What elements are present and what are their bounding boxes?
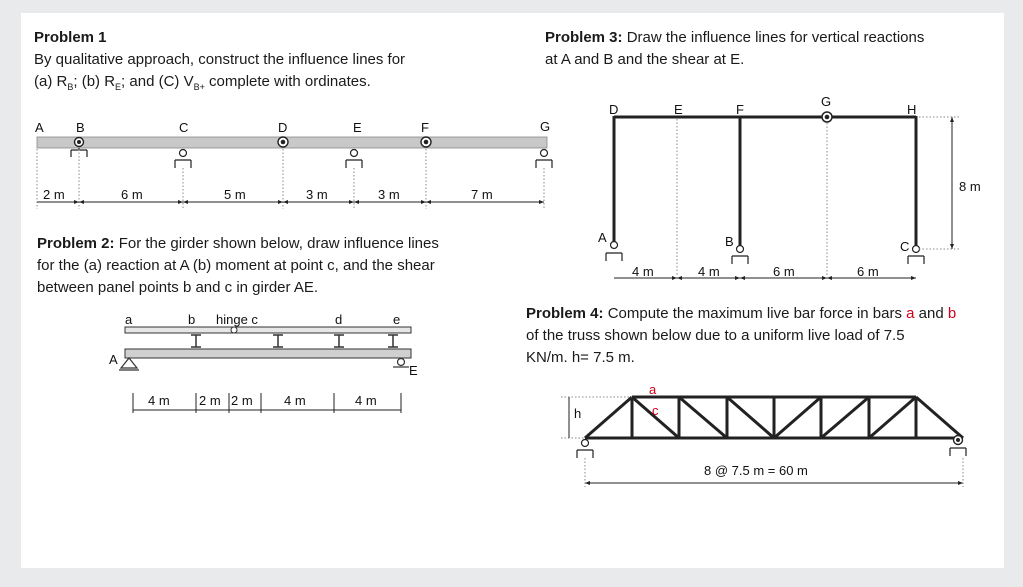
p3-node-E: E [674,102,683,117]
p2-point-d: d [335,312,343,327]
p1-roller-G-icon [541,150,548,157]
p2-hinge-c-icon [231,327,237,333]
p3-height-label: 8 m [959,179,981,194]
p2-roller-support-E-icon [398,359,405,366]
p1-node-A: A [35,120,44,135]
p4-bar-c-label: c [652,403,659,418]
p3-node-H: H [907,102,917,117]
p4-left-support-icon [582,440,589,447]
p1-span-3: 5 m [224,187,246,202]
p3-support-A-label: A [598,230,607,245]
p1-node-F: F [421,120,429,135]
p3-support-C-label: C [900,239,910,254]
p3-support-B-label: B [725,234,734,249]
p1-span-4: 3 m [306,187,328,202]
problem3-frame-diagram [598,94,981,280]
p4-span-label: 8 @ 7.5 m = 60 m [704,463,808,478]
problem4-line2: of the truss shown below due to a uniform live load of 7.5 [526,327,905,344]
p1-span-1: 2 m [43,187,65,202]
problem4-line3: KN/m. h= 7.5 m. [526,349,635,366]
p2-span-4: 4 m [284,393,306,408]
p1-node-C: C [179,120,189,135]
p2-span-5: 4 m [355,393,377,408]
problem1-line1: By qualitative approach, construct the influence lines for [34,51,406,68]
p2-label-A: A [109,352,118,367]
p3-span-1: 4 m [632,264,654,279]
problem1-beam-diagram [35,119,552,209]
diagrams-layer [21,13,1004,568]
p2-girder [125,349,411,358]
p3-node-F: F [736,102,744,117]
problem2-line2: for the (a) reaction at A (b) moment at point c, and the shear [37,257,435,274]
p1-span-5: 3 m [378,187,400,202]
p3-span-2: 4 m [698,264,720,279]
p3-node-G: G [821,94,832,109]
p1-roller-C-icon [180,150,187,157]
worksheet-page [21,13,1004,568]
p1-roller-E-icon [351,150,358,157]
p2-point-a: a [125,312,133,327]
p1-node-E: E [353,120,362,135]
problem1-line2: (a) $R_B$; (b) $R_E$; and (C) $V_{B+}$ complete with ordinates. [34,73,371,92]
problem3-line1: Problem 3: Draw the influence lines for vertical reactions [545,29,925,46]
p3-span-4: 6 m [857,264,879,279]
p1-span-6: 7 m [471,187,493,202]
problem2-girder-diagram [109,312,418,413]
problem4-line1: Problem 4: Compute the maximum live bar force in bars a and b [526,305,957,322]
p4-height-label: h [574,406,582,421]
p3-node-D: D [609,102,619,117]
p1-node-B: B [76,120,85,135]
p2-span-3: 2 m [231,393,253,408]
problem3-line2: at A and B and the shear at E. [545,51,745,68]
p3-support-A-icon [611,242,618,249]
p2-span-2: 2 m [199,393,221,408]
p2-label-E: E [409,363,418,378]
p2-point-hinge-c: hinge c [216,312,258,327]
p2-point-b: b [188,312,196,327]
p1-beam [37,137,547,148]
p1-node-G: G [540,119,551,134]
p2-pin-support-A-icon [121,358,137,368]
problem2-line3: between panel points b and c in girder AE. [37,279,319,296]
problem2-line1: Problem 2: For the girder shown below, draw influence lines [37,235,439,252]
problem1-title: Problem 1 [34,29,107,46]
p1-node-D: D [278,120,288,135]
problem4-truss-diagram [561,382,966,487]
p3-support-B-icon [737,246,744,253]
p3-support-C-icon [913,246,920,253]
p2-point-e: e [393,312,401,327]
p4-bar-a-label: a [649,382,657,397]
p3-span-3: 6 m [773,264,795,279]
p1-span-2: 6 m [121,187,143,202]
p2-span-1: 4 m [148,393,170,408]
p2-stringer [125,327,411,333]
